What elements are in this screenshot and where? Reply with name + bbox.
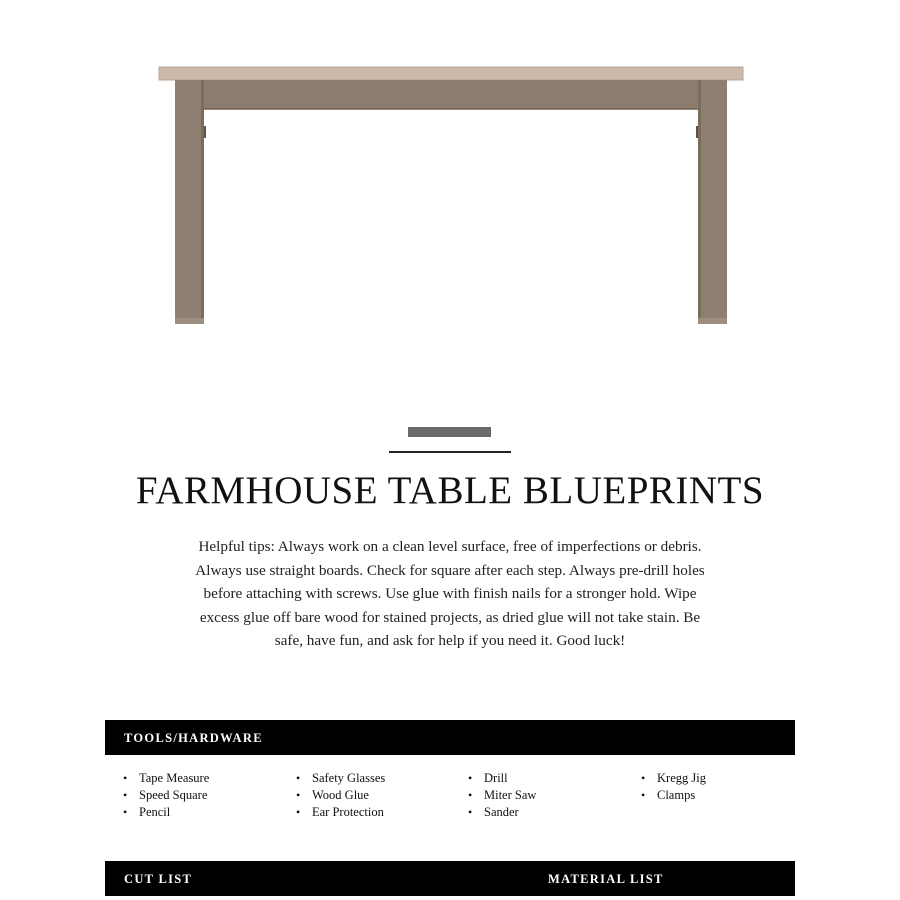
list-item: • Miter Saw [468, 788, 537, 802]
table-apron [203, 80, 699, 109]
tools-hardware-header [105, 720, 795, 755]
list-item: • Kregg Jig [641, 771, 706, 785]
list-item: • Ear Protection [296, 805, 384, 819]
material-list-heading: MATERIAL LIST [548, 872, 664, 886]
list-item: • Safety Glasses [296, 771, 386, 785]
divider-thick [408, 427, 491, 437]
list-item: • Sander [468, 805, 519, 819]
tools-column-4 [641, 770, 706, 804]
cut-material-header [105, 861, 795, 896]
tools-column-3 [468, 770, 536, 821]
list-item: • Tape Measure [123, 771, 210, 785]
page-title: FARMHOUSE TABLE BLUEPRINTS [135, 469, 765, 512]
cut-list-heading: CUT LIST [124, 872, 193, 886]
table-leg-right [698, 80, 727, 324]
table-leg-left [175, 80, 204, 324]
tools-column-1 [123, 770, 209, 821]
list-item: • Pencil [123, 805, 171, 819]
list-item: • Drill [468, 771, 508, 785]
list-item: • Clamps [641, 788, 696, 802]
tools-column-2 [296, 770, 385, 821]
divider-thin [389, 451, 511, 453]
list-item: • Speed Square [123, 788, 208, 802]
tools-hardware-list [105, 770, 795, 830]
table-top [159, 67, 743, 80]
helpful-tips: Helpful tips: Always work on a clean level surface, free of imperfections or debris. Always use straight boards. Check for square after each step. Always pre-drill holes before attaching with screws. Use glue with finish nails for a stronger hold. Wipe excess glue off bare wood for stained projects, as dried glue will not take stain. Be safe, have fun, and ask for help if you need it. Good luck! [195, 538, 705, 649]
tools-hardware-heading: TOOLS/HARDWARE [124, 731, 263, 745]
list-item: • Wood Glue [296, 788, 369, 802]
farmhouse-table-illustration [0, 0, 900, 340]
